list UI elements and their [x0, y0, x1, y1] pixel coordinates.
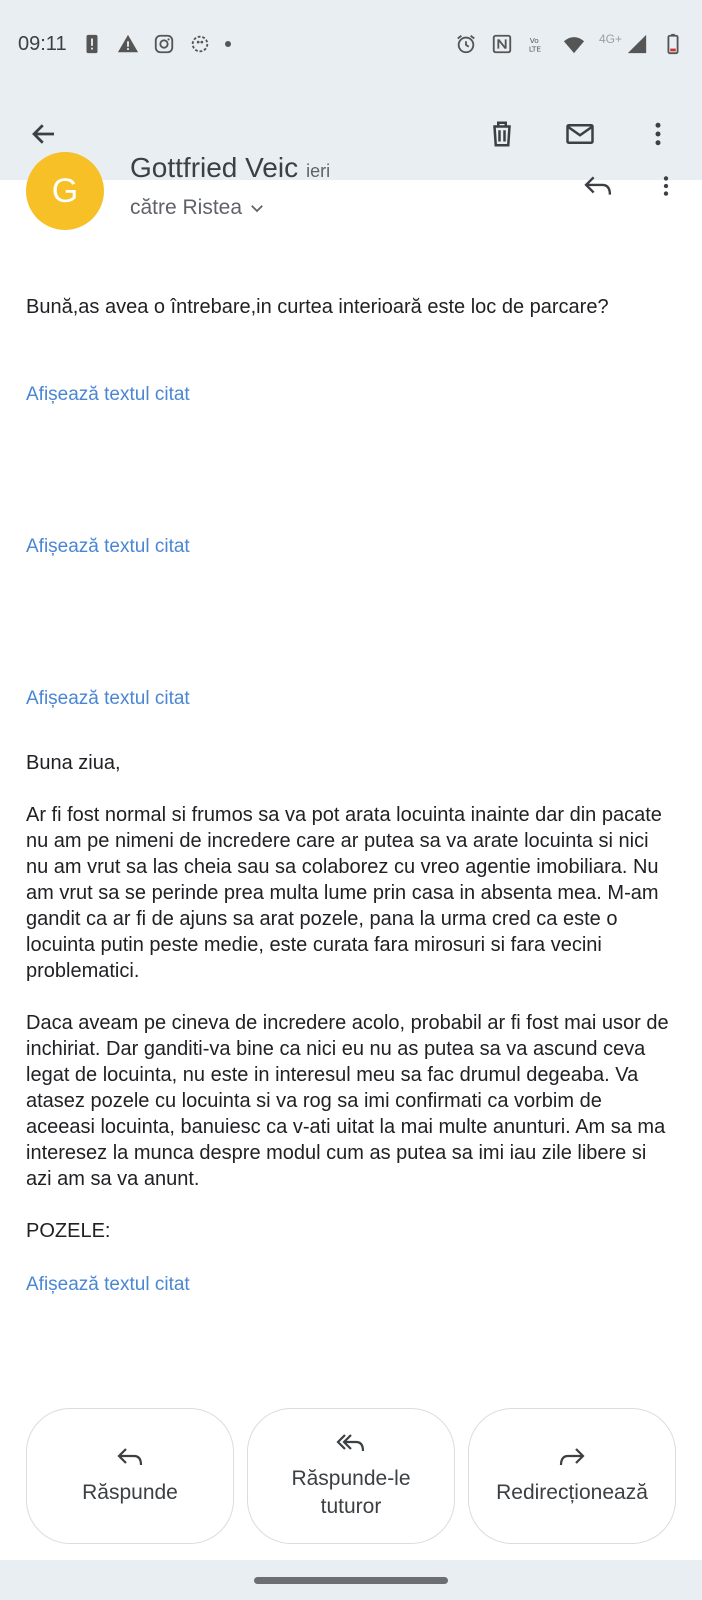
mail-icon: [565, 119, 595, 149]
reply-label: Răspunde: [82, 1481, 178, 1504]
recipient-toggle[interactable]: [130, 196, 266, 220]
trash-icon: [487, 119, 517, 149]
forward-label: Redirecționează: [496, 1481, 648, 1504]
svg-text:Vo: Vo: [529, 36, 539, 46]
show-quoted-text-link[interactable]: Afișează textul citat: [26, 384, 190, 405]
forward-button[interactable]: [468, 1408, 676, 1544]
nfc-icon: [491, 33, 513, 55]
reply-actions: [0, 1408, 702, 1548]
recipient-label: către Ristea: [130, 196, 243, 219]
app-notification-icon: [189, 33, 211, 55]
message-more-button[interactable]: [644, 164, 688, 208]
arrow-back-icon: [29, 119, 59, 149]
sender-row[interactable]: [0, 152, 702, 262]
chevron-down-icon: [248, 199, 266, 217]
cell-signal-icon: [626, 33, 648, 55]
navigation-bar: [0, 1560, 702, 1600]
reply-icon-button[interactable]: [576, 164, 620, 208]
reply-all-button[interactable]: [247, 1408, 455, 1544]
sender-name: [130, 152, 330, 184]
delete-button[interactable]: [478, 110, 526, 158]
show-quoted-text-link[interactable]: Afișează textul citat: [26, 1274, 190, 1295]
more-options-button[interactable]: [634, 110, 682, 158]
paragraph: Ar fi fost normal si frumos sa va pot arata locuinta inainte dar din pacate nu am pe nimeni de incredere care ar putea sa va arate locuinta si nici nu am vrut sa las cheia sau sa colaborez cu vreo agentie imobiliara. Nu am vrut sa se perinde prea multa lume prin casa in absenta mea. M-am gandit ca ar fi de ajuns sa arat pozele, pana la urma cred ca este o locuinta putin peste medie, este curata fara mirosuri si fara vecini problematici.: [26, 804, 662, 982]
reply-all-label: [291, 1465, 410, 1521]
paragraph: Daca aveam pe cineva de incredere acolo, probabil ar fi fost mai usor de inchiriat. Dar ganditi-va bine ca nici eu nu as putea sa va ascund ceva legat de locuinta, nu este in interesul meu sa fac drumul degeaba. Va atasez pozele cu locuinta si va rog sa imi confirmati ca vorbim de aceeasi locuinta, banuiesc ca v-ati uitat la mai multe anunturi. Am sa ma interesez la munca despre modul cum as putea sa imi iau zile libere si azi am sa va anunt.: [26, 1012, 669, 1190]
show-quoted-text-link[interactable]: Afișează textul citat: [26, 536, 190, 557]
svg-text:LTE: LTE: [528, 44, 542, 54]
first-message: Bună,as avea o întrebare,in curtea interioară este loc de parcare?: [26, 296, 609, 318]
email-content[interactable]: [0, 152, 702, 1560]
forward-icon: [558, 1445, 586, 1469]
back-button[interactable]: [20, 110, 68, 158]
system-icons: [455, 33, 684, 55]
photos-label: POZELE:: [26, 1220, 111, 1242]
volte-icon: [527, 33, 549, 55]
sender-time: ieri: [306, 161, 331, 181]
wifi-icon: [563, 33, 585, 55]
notification-icons: [81, 33, 231, 55]
status-bar: [0, 0, 702, 88]
reply-message: [26, 750, 676, 1270]
warning-icon: [117, 33, 139, 55]
more-vert-icon: [653, 173, 679, 199]
more-vert-icon: [643, 119, 673, 149]
sender-name-text: Gottfried Veic: [130, 152, 299, 183]
instagram-icon: [153, 33, 175, 55]
battery-low-icon: [662, 33, 684, 55]
home-gesture-handle[interactable]: [254, 1577, 448, 1584]
alarm-icon: [455, 33, 477, 55]
greeting: Buna ziua,: [26, 752, 121, 774]
reply-all-icon: [337, 1431, 365, 1455]
reply-icon: [116, 1445, 144, 1469]
reply-all-label-line2: tuturor: [320, 1495, 382, 1518]
show-quoted-text-link[interactable]: Afișează textul citat: [26, 688, 190, 709]
status-time: 09:11: [18, 32, 67, 55]
avatar[interactable]: G: [26, 152, 104, 230]
alert-notification-icon: [81, 33, 103, 55]
reply-all-label-line1: Răspunde-le: [291, 1467, 411, 1490]
mark-unread-button[interactable]: [556, 110, 604, 158]
app-bar-actions: [478, 110, 682, 158]
reply-button[interactable]: [26, 1408, 234, 1544]
more-notifications-dot-icon: [225, 41, 231, 47]
reply-icon: [582, 173, 614, 199]
network-type-label: 4G+: [598, 32, 622, 46]
